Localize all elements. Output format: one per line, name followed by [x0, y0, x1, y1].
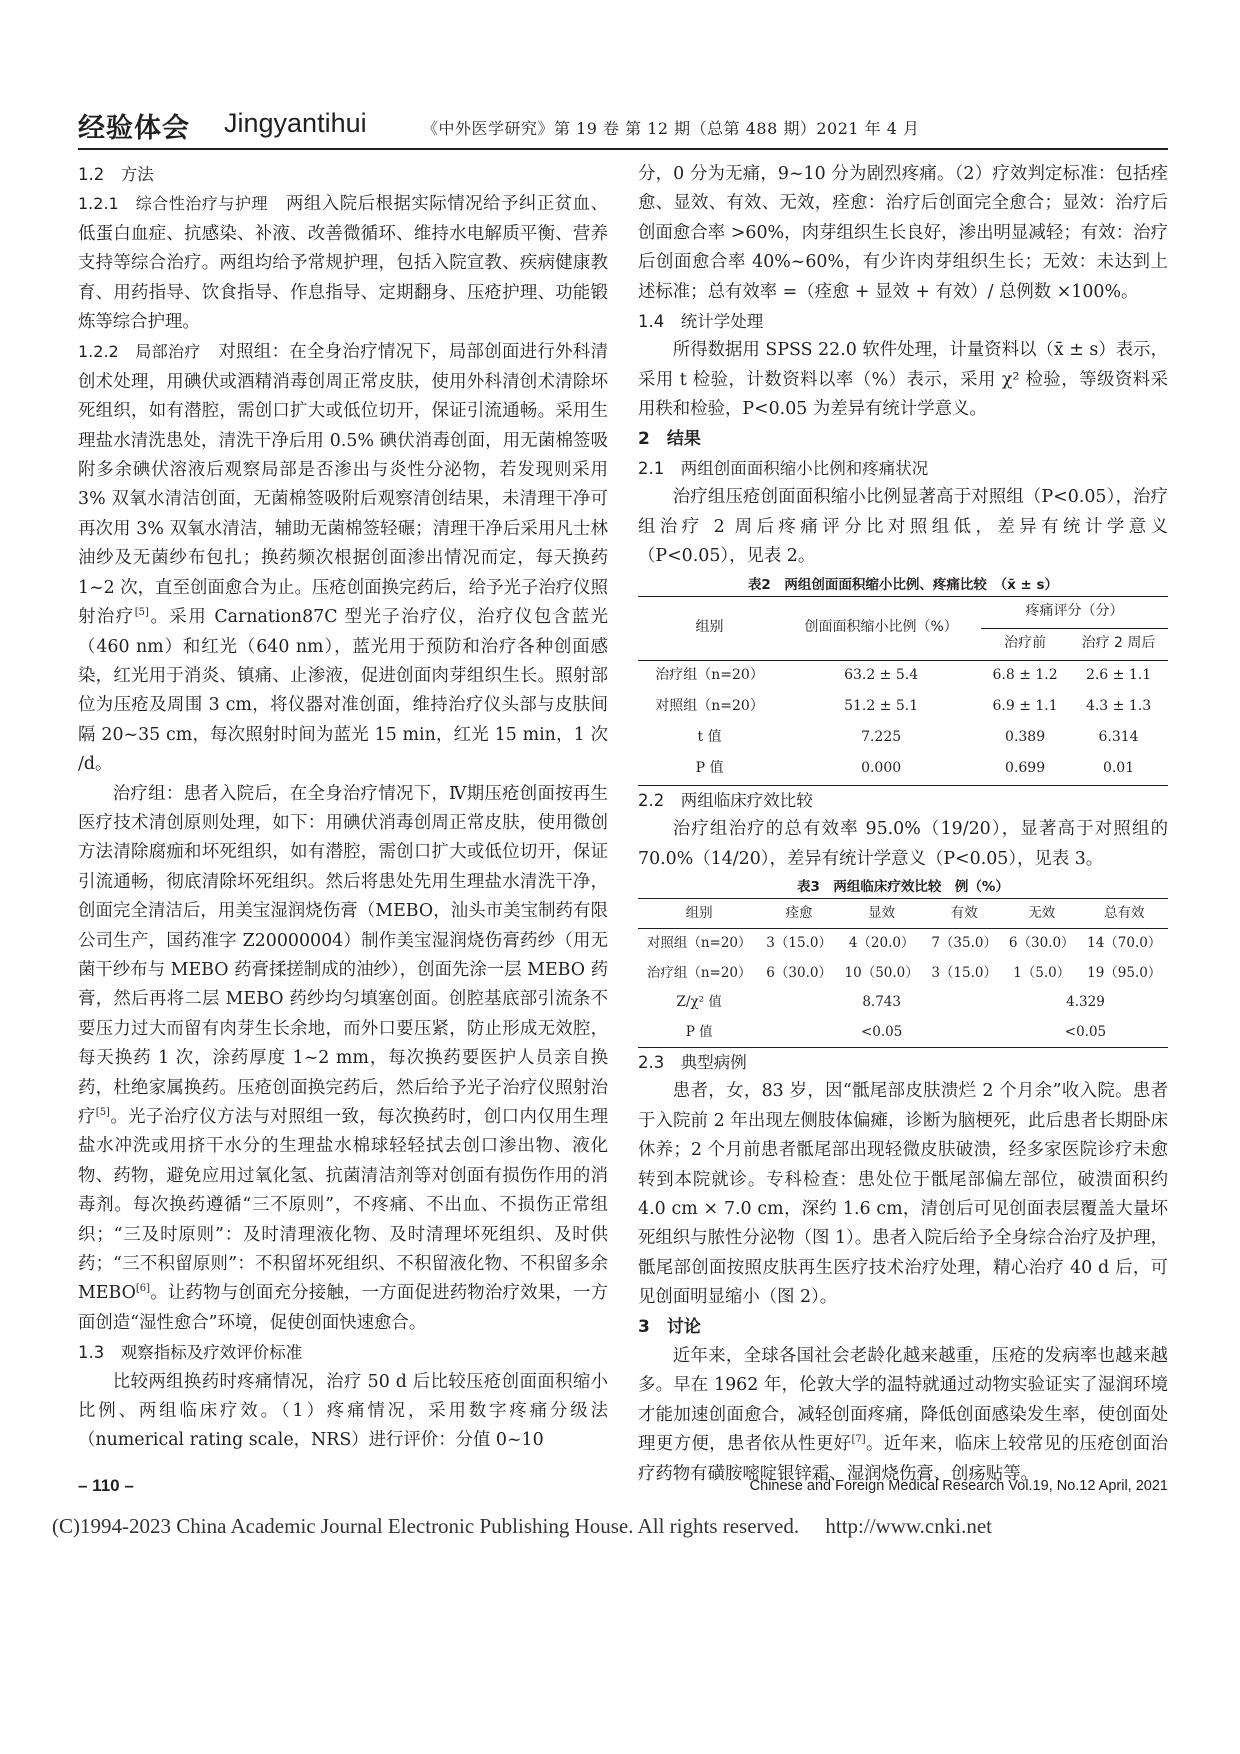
table-cell: <0.05 [860, 1023, 903, 1040]
running-header [78, 106, 1168, 150]
table-cell: 51.2 ± 5.1 [844, 698, 919, 715]
heading-1-2-2: 1.2.2 局部治疗 [78, 342, 201, 362]
para-1-2-1-text: 两组入院后根据实际情况给予纠正贫血、低蛋白血症、抗感染、补液、改善微循环、维持水电解质平衡、营养支持等综合治疗。两组均给予常规护理，包括入院宣教、疾病健康教育、用药指导、饮食指导、作息指导、定期翻身、压疮护理、功能锻炼等综合护理。 [78, 194, 608, 333]
table-cell: 6.314 [1098, 729, 1139, 746]
table-cell: 3（15.0） [766, 935, 832, 952]
right-column [638, 160, 1168, 1489]
header-rule [78, 148, 1168, 150]
table-cell: 4（20.0） [848, 935, 915, 952]
table-cell: 治疗组（n=20） [646, 964, 752, 981]
para-3 [638, 1342, 1168, 1489]
citation-ref: [5] [95, 1107, 110, 1119]
para-treatment-text-cont: 。光子治疗仪方法与对照组一致，每次换药时，创口内仅用生理盐水冲洗或用挤干水分的生理盐水棉球轻轻拭去创口渗出物、液化物、药物，避免应用过氧化氢、抗菌清洁剂等对创面有损伤作用的消毒剂。每次换药遵循“三不原则”，不疼痛、不出血、不损伤正常组织；“三及时原则”：及时清理液化物、及时清理坏死组织、及时供药；“三不积留原则”：不积留坏死组织、不积留液化物、不积留多余 MEBO [78, 1107, 608, 1304]
table-cell: 6（30.0） [1008, 935, 1075, 952]
table3-header: 痊愈 [785, 904, 813, 921]
table-row [638, 959, 1168, 988]
table-cell: 0.699 [1005, 760, 1046, 777]
heading-1-2-1: 1.2.1 综合性治疗与护理 [78, 194, 269, 214]
para-control-text: 对照组：在全身治疗情况下，局部创面进行外科清创术处理，用碘伏或酒精消毒创周正常皮肤，使用外科清创术清除坏死组织，如有潜腔，需创口扩大或低位切开，保证引流通畅。采用生理盐水清洗患处，清洗干净后用 0.5% 碘伏消毒创面，用无菌棉签吸附多余碘伏溶液后观察局部是否渗出与炎性分泌物，若发现则采用 3% 双氧水清洁创面，无菌棉签吸附后观察清创结果，未清理干净可再次用 3% 双氧水清洁，辅助无菌棉签轻碾；清理干净后采用凡士林油纱及无菌纱布包扎；换药频次根据创面渗出情况而定，每天换药 1~2 次，直至创面愈合为止。压疮创面换完药后，给予光子治疗仪照射治疗 [78, 342, 608, 628]
table-cell: 2.6 ± 1.1 [1085, 667, 1152, 684]
section-pinyin: Jingyantihui [224, 108, 367, 138]
table-cell: <0.05 [1064, 1023, 1107, 1040]
table-cell: 8.743 [862, 994, 901, 1011]
table-cell: 19（95.0） [1087, 964, 1162, 981]
table-cell: 7.225 [861, 729, 902, 746]
table-row [638, 929, 1168, 959]
para-1-4: 所得数据用 SPSS 22.0 软件处理，计量资料以（x̄ ± s）表示，采用 t 检验，计数资料以率（%）表示，采用 χ² 检验，等级资料采用秩和检验，P<0.05 为差异有统计学意义。 [638, 340, 1168, 420]
table2-header-ratio: 创面面积缩小比例（%） [804, 619, 958, 636]
para-control-text-cont: 。采用 Carnation87C 型光子治疗仪，治疗仪包含蓝光（460 nm）和红光（640 nm），蓝光用于预防和治疗各种创面感染，红光用于消炎、镇痛、止渗液，促进创面肉芽组织生长。照射部位为压疮及周围 3 cm，将仪器对准创面，维持治疗仪头部与皮肤间隔 20~35 cm，每次照射时间为蓝光 15 min，红光 15 min，1 次 /d。 [78, 607, 608, 775]
table3-header: 显效 [868, 904, 896, 921]
table-cell: 对照组（n=20） [655, 698, 764, 715]
table-row [638, 754, 1168, 786]
para-3-text: 近年来，全球各国社会老龄化越来越重，压疮的发病率也越来越多。早在 1962 年，伦敦大学的温特就通过动物实验证实了湿润环境才能加速创面愈合，减轻创面疼痛，降低创面感染发生率，使创面处理更方便，患者依从性更好 [638, 1346, 1168, 1455]
table3-header: 组别 [685, 904, 713, 921]
table-row [638, 988, 1168, 1017]
table3-header: 无效 [1028, 904, 1056, 921]
table-row [638, 692, 1168, 723]
table-cell: 7（35.0） [931, 935, 997, 952]
para-1-2-2 [78, 337, 608, 779]
heading-1-3: 1.3 观察指标及疗效评价标准 [78, 1343, 303, 1363]
journal-footer: Chinese and Foreign Medical Research Vol.19, No.12 April, 2021 [749, 1478, 1168, 1494]
para-2-1: 治疗组压疮创面面积缩小比例显著高于对照组（P<0.05），治疗组治疗 2 周后疼痛评分比对照组低，差异有统计学意义（P<0.05），见表 2。 [638, 487, 1168, 567]
table-row [638, 723, 1168, 754]
table-cell: 10（50.0） [844, 964, 919, 981]
table2-caption: 表2 两组创面面积缩小比例、疼痛比较 （x̄ ± s） [747, 576, 1059, 593]
table-cell: 6.8 ± 1.2 [992, 667, 1058, 684]
table-row [638, 1018, 1168, 1048]
table-cell: 0.01 [1102, 760, 1135, 777]
heading-2-2: 2.2 两组临床疗效比较 [638, 790, 813, 810]
left-column [78, 160, 608, 1456]
heading-3: 3 讨论 [638, 1316, 701, 1337]
para-criteria: 分，0 分为无痛，9~10 分为剧烈疼痛。（2）疗效判定标准：包括痊愈、显效、有效、无效，痊愈：治疗后创面完全愈合；显效：治疗后创面愈合率 >60%，肉芽组织生长良好，渗出明显减轻；有效：治疗后创面愈合率 40%~60%，有少许肉芽组织生长；无效：未达到上述标准；总有效率 =（痊愈 + 显效 + 有效）/ 总例数 ×100%。 [638, 164, 1168, 302]
para-treatment-text: 治疗组：患者入院后，在全身治疗情况下，Ⅳ期压疮创面按再生医疗技术清创原则处理，如下：用碘伏消毒创周正常皮肤，使用微创方法清除腐痂和坏死组织，如有潜腔，需创口扩大或低位切开，保证引流通畅，彻底清除坏死组织。然后将患处先用生理盐水清洗干净，创面完全清洁后，用美宝湿润烧伤膏（MEBO，汕头市美宝制药有限公司生产，国药准字 Z20000004）制作美宝湿润烧伤膏药纱（用无菌干纱布与 MEBO 药膏揉搓制成的油纱），创面先涂一层 MEBO 药膏，然后再将二层 MEBO 药纱均匀填塞创面。创腔基底部引流条不要压力过大而留有肉芽生长余地，而外口要压紧，防止形成无效腔，每天换药 1 次，涂药厚度 1~2 mm，每次换药要医护人员亲自换药，杜绝家属换药。压疮创面换完药后，然后给予光子治疗仪照射治疗 [78, 783, 608, 1127]
para-3-text-cont: 。近年来，临床上较常见的压疮创面治疗药物有磺胺嘧啶银锌霜、湿润烧伤膏、创疡贴等。 [638, 1434, 1168, 1484]
table3-header: 总有效 [1104, 904, 1145, 921]
heading-1-2: 1.2 方法 [78, 165, 154, 184]
para-treatment-group [78, 780, 608, 1339]
citation-ref: [5] [134, 607, 149, 619]
para-2-3: 患者，女，83 岁，因“骶尾部皮肤溃烂 2 个月余”收入院。患者于入院前 2 年出现左侧肢体偏瘫，诊断为脑梗死，此后患者长期卧床休养；2 个月前患者骶尾部出现轻微皮肤破溃，经多家医院诊疗未愈转到本院就诊。专科检查：患处位于骶尾部偏左部位，破溃面积约 4.0 cm × 7.0 cm，深约 1.6 cm，清创后可见创面表层覆盖大量坏死组织与脓性分泌物（图 1）。患者入院后给予全身综合治疗及护理，骶尾部创面按照皮肤再生医疗技术治疗处理，精心治疗 40 d 后，可见创面明显缩小（图 2）。 [638, 1081, 1168, 1308]
page-number: – 110 – [78, 1476, 134, 1495]
table-cell: 4.3 ± 1.3 [1085, 698, 1152, 715]
table-row [638, 660, 1168, 692]
table-cell: 63.2 ± 5.4 [844, 667, 919, 684]
table-cell: 4.329 [1066, 994, 1105, 1011]
table-cell: Z/χ² 值 [676, 994, 722, 1011]
table-cell: P 值 [695, 760, 724, 777]
para-1-3: 比较两组换药时疼痛情况，治疗 50 d 后比较压疮创面面积缩小比例、两组临床疗效。（1）疼痛情况，采用数字疼痛分级法（numerical rating scale，NRS）进行评价：分值 0~10 [78, 1371, 608, 1451]
table-cell: 3（15.0） [931, 964, 997, 981]
table2-header-before: 治疗前 [1004, 635, 1047, 652]
table-cell: 1（5.0） [1013, 964, 1071, 981]
citation-ref: [6] [135, 1283, 151, 1295]
para-2-2: 治疗组治疗的总有效率 95.0%（19/20），显著高于对照组的 70.0%（14/20），差异有统计学意义（P<0.05），见表 3。 [638, 819, 1168, 869]
table2 [638, 596, 1168, 786]
table-cell: 治疗组（n=20） [655, 667, 764, 684]
table-cell: t 值 [697, 729, 722, 746]
table-cell: P 值 [685, 1023, 713, 1040]
heading-2-1: 2.1 两组创面面积缩小比例和疼痛状况 [638, 459, 929, 479]
table2-header-after: 治疗 2 周后 [1081, 635, 1156, 652]
table3-header: 有效 [950, 904, 978, 921]
table-cell: 0.389 [1005, 729, 1046, 746]
table3-caption: 表3 两组临床疗效比较 例（%） [797, 878, 1009, 895]
table-cell: 14（70.0） [1087, 935, 1162, 952]
para-treatment-text-end: 。让药物与创面充分接触，一方面促进药物治疗效果，一方面创造“湿性愈合”环境，促使创面快速愈合。 [78, 1283, 608, 1333]
table-cell: 6（30.0） [766, 964, 832, 981]
table3 [638, 898, 1168, 1048]
heading-2: 2 结果 [638, 428, 701, 449]
table2-header-pain: 疼痛评分（分） [981, 596, 1168, 628]
section-name: 经验体会 [78, 113, 190, 144]
journal-citation: 《中外医学研究》第 19 卷 第 12 期（总第 488 期）2021 年 4 月 [422, 119, 920, 138]
table-cell: 6.9 ± 1.1 [992, 698, 1058, 715]
citation-ref: [7] [851, 1434, 866, 1446]
heading-2-3: 2.3 典型病例 [638, 1052, 747, 1072]
heading-1-4: 1.4 统计学处理 [638, 312, 764, 332]
copyright-notice: (C)1994-2023 China Academic Journal Electronic Publishing House. All rights reserved. http://www.cnki.net [52, 1514, 992, 1538]
table-cell: 0.000 [861, 760, 902, 777]
para-1-2-1 [78, 189, 608, 337]
table2-header-group: 组别 [695, 619, 724, 636]
table-cell: 对照组（n=20） [646, 935, 752, 952]
